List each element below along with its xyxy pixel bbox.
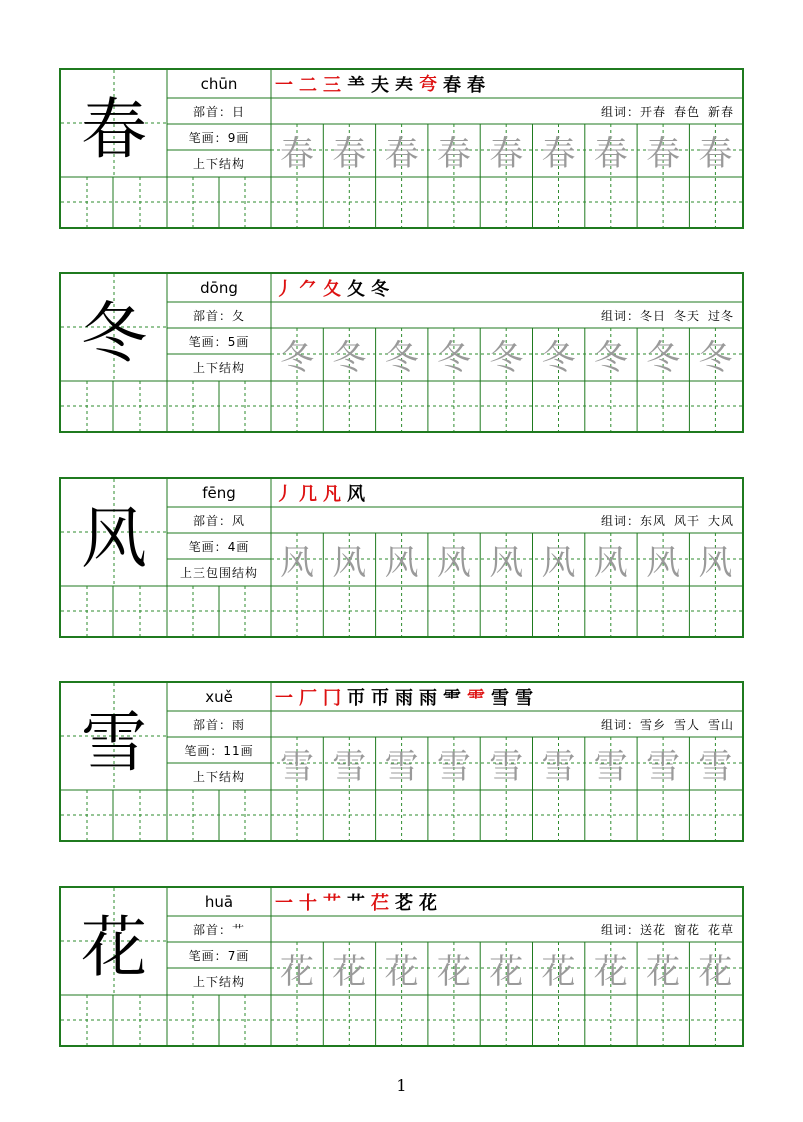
word-examples-label: 组词： <box>600 308 640 323</box>
trace-character: 冬 <box>332 337 367 378</box>
structure-info <box>167 763 271 789</box>
word-examples <box>601 507 734 533</box>
trace-character: 花 <box>646 951 681 992</box>
stroke-count-info-value: 5画 <box>227 334 250 349</box>
stroke-order <box>275 479 365 507</box>
stroke-step: 花 <box>419 893 437 914</box>
trace-character: 风 <box>646 542 681 583</box>
trace-character: 冬 <box>280 337 314 378</box>
radical-info <box>167 916 271 942</box>
trace-character: 冬 <box>436 337 471 378</box>
trace-character: 雪 <box>384 746 419 787</box>
trace-character: 雪 <box>280 746 314 787</box>
radical-info-label: 部首： <box>192 922 232 937</box>
stroke-step: 一 <box>275 688 293 709</box>
stroke-step: 夫 <box>371 75 389 96</box>
stroke-step: 凡 <box>323 484 341 505</box>
stroke-step: 十 <box>299 893 317 914</box>
trace-character: 风 <box>384 542 419 583</box>
stroke-step: ⺷ <box>347 75 365 96</box>
stroke-count-info-value: 4画 <box>227 539 250 554</box>
stroke-count-info-label: 笔画： <box>188 130 228 145</box>
trace-character: 冬 <box>698 337 733 378</box>
stroke-step: 夂 <box>323 279 341 300</box>
stroke-count-info-label: 笔画： <box>188 539 228 554</box>
trace-character: 雪 <box>698 746 733 787</box>
stroke-step: 芢 <box>371 893 389 914</box>
word-examples-label: 组词： <box>600 922 640 937</box>
stroke-count-info <box>167 737 271 763</box>
stroke-step: 雨 <box>395 688 413 709</box>
structure-info <box>167 559 271 585</box>
structure-info <box>167 354 271 380</box>
stroke-step: 几 <box>299 484 317 505</box>
stroke-step: 雨 <box>419 688 437 709</box>
stroke-step: 春 <box>467 75 485 96</box>
model-character: 春 <box>81 91 147 168</box>
word-example: 新春 <box>707 104 734 119</box>
stroke-step: 帀 <box>347 688 365 709</box>
word-example: 风干 <box>673 513 700 528</box>
word-examples-label: 组词： <box>600 513 640 528</box>
stroke-step: 厂 <box>299 688 317 709</box>
stroke-step: 风 <box>347 484 365 505</box>
radical-info <box>167 98 271 124</box>
pinyin: xuě <box>205 688 233 706</box>
trace-character: 花 <box>698 951 733 992</box>
trace-character: 风 <box>698 542 733 583</box>
trace-character: 雪 <box>593 746 628 787</box>
radical-info-value: 风 <box>232 513 246 528</box>
trace-character: 春 <box>384 133 419 174</box>
model-character: 雪 <box>81 704 147 781</box>
word-example: 东风 <box>639 513 666 528</box>
word-examples <box>601 98 734 124</box>
word-example: 花草 <box>707 922 734 937</box>
stroke-count-info-label: 笔画： <box>184 743 224 758</box>
word-example: 大风 <box>707 513 734 528</box>
pinyin: huā <box>204 893 234 911</box>
stroke-step: ⻗ <box>467 688 485 709</box>
trace-character: 春 <box>280 133 314 174</box>
trace-character: 冬 <box>489 337 524 378</box>
trace-character: 风 <box>436 542 471 583</box>
trace-character: 春 <box>593 133 628 174</box>
radical-info-value: 雨 <box>232 717 246 732</box>
radical-info-value: 艹 <box>232 922 246 937</box>
character-card <box>59 886 744 1047</box>
character-card <box>59 68 744 229</box>
stroke-count-info-value: 9画 <box>227 130 250 145</box>
trace-character: 花 <box>280 951 314 992</box>
stroke-count-info-value: 7画 <box>227 948 250 963</box>
page-number: 1 <box>396 1076 407 1095</box>
structure-info <box>167 968 271 994</box>
trace-character: 花 <box>541 951 576 992</box>
pinyin: fēng <box>202 484 236 502</box>
trace-character: 风 <box>280 542 314 583</box>
structure-info-value: 上下结构 <box>192 360 245 375</box>
radical-info-value: 日 <box>232 104 246 119</box>
stroke-step: 雪 <box>491 688 509 709</box>
stroke-order <box>275 683 533 711</box>
structure-info-value: 上下结构 <box>192 156 245 171</box>
stroke-count-info-label: 笔画： <box>188 334 228 349</box>
character-card <box>59 272 744 433</box>
stroke-step: 丿 <box>275 484 293 505</box>
stroke-step: 夂 <box>347 279 365 300</box>
stroke-count-info <box>167 533 271 559</box>
stroke-step: 一 <box>275 893 293 914</box>
stroke-order <box>275 274 389 302</box>
trace-character: 春 <box>698 133 733 174</box>
word-examples <box>601 302 734 328</box>
trace-character: 花 <box>489 951 524 992</box>
model-character: 风 <box>81 500 147 577</box>
stroke-step: 二 <box>299 75 317 96</box>
structure-info-value: 上下结构 <box>192 769 245 784</box>
trace-character: 雪 <box>489 746 524 787</box>
trace-character: 风 <box>593 542 628 583</box>
stroke-count-info <box>167 942 271 968</box>
radical-info <box>167 302 271 328</box>
trace-character: 风 <box>332 542 367 583</box>
radical-info-label: 部首： <box>192 104 232 119</box>
stroke-step: ⺈ <box>299 279 317 300</box>
trace-character: 雪 <box>646 746 681 787</box>
stroke-step: 冂 <box>323 688 341 709</box>
word-example: 雪山 <box>707 717 734 732</box>
stroke-count-info-label: 笔画： <box>188 948 228 963</box>
stroke-step: 芲 <box>395 893 413 914</box>
structure-info-value: 上三包围结构 <box>179 565 258 580</box>
trace-character: 风 <box>489 542 524 583</box>
trace-character: 春 <box>332 133 367 174</box>
stroke-step: 艹 <box>323 893 341 914</box>
word-examples <box>601 711 734 737</box>
stroke-count-info-value: 11画 <box>223 743 254 758</box>
character-card <box>59 477 744 638</box>
word-example: 雪人 <box>673 717 700 732</box>
trace-character: 花 <box>384 951 419 992</box>
word-examples <box>601 916 734 942</box>
word-example: 春色 <box>673 104 700 119</box>
character-card <box>59 681 744 842</box>
word-example: 冬日 <box>639 308 666 323</box>
word-example: 冬天 <box>673 308 700 323</box>
word-example: 窗花 <box>673 922 700 937</box>
structure-info-value: 上下结构 <box>192 974 245 989</box>
stroke-step: 𡗗 <box>395 75 413 96</box>
stroke-step: 一 <box>275 75 293 96</box>
trace-character: 雪 <box>332 746 367 787</box>
stroke-order <box>275 70 485 98</box>
word-examples-label: 组词： <box>600 104 640 119</box>
trace-character: 雪 <box>541 746 576 787</box>
radical-info-value: 夂 <box>232 308 246 323</box>
stroke-step: 春 <box>443 75 461 96</box>
stroke-step: 艹 <box>347 893 365 914</box>
word-example: 雪乡 <box>639 717 666 732</box>
radical-info-label: 部首： <box>192 308 232 323</box>
trace-character: 冬 <box>593 337 628 378</box>
stroke-count-info <box>167 124 271 150</box>
pinyin: dōng <box>200 279 238 297</box>
trace-character: 花 <box>332 951 367 992</box>
trace-character: 雪 <box>436 746 471 787</box>
trace-character: 冬 <box>646 337 681 378</box>
word-example: 送花 <box>639 922 666 937</box>
trace-character: 春 <box>541 133 576 174</box>
radical-info-label: 部首： <box>192 717 232 732</box>
trace-character: 冬 <box>541 337 576 378</box>
structure-info <box>167 150 271 176</box>
radical-info-label: 部首： <box>192 513 232 528</box>
model-character: 花 <box>81 909 147 986</box>
trace-character: 风 <box>541 542 576 583</box>
radical-info <box>167 711 271 737</box>
trace-character: 春 <box>646 133 681 174</box>
stroke-step: 帀 <box>371 688 389 709</box>
stroke-step: 三 <box>323 75 341 96</box>
trace-character: 冬 <box>384 337 419 378</box>
word-example: 开春 <box>639 104 666 119</box>
stroke-order <box>275 888 437 916</box>
stroke-step: 丿 <box>275 279 293 300</box>
pinyin: chūn <box>200 75 238 93</box>
word-example: 过冬 <box>707 308 734 323</box>
model-character: 冬 <box>81 295 147 372</box>
trace-character: 春 <box>489 133 524 174</box>
stroke-step: 冬 <box>371 279 389 300</box>
trace-character: 花 <box>593 951 628 992</box>
trace-character: 春 <box>436 133 471 174</box>
stroke-step: 𡗝 <box>419 74 437 95</box>
stroke-count-info <box>167 328 271 354</box>
stroke-step: ⻗ <box>443 688 461 709</box>
stroke-step: 雪 <box>515 688 533 709</box>
trace-character: 花 <box>436 951 471 992</box>
radical-info <box>167 507 271 533</box>
word-examples-label: 组词： <box>600 717 640 732</box>
